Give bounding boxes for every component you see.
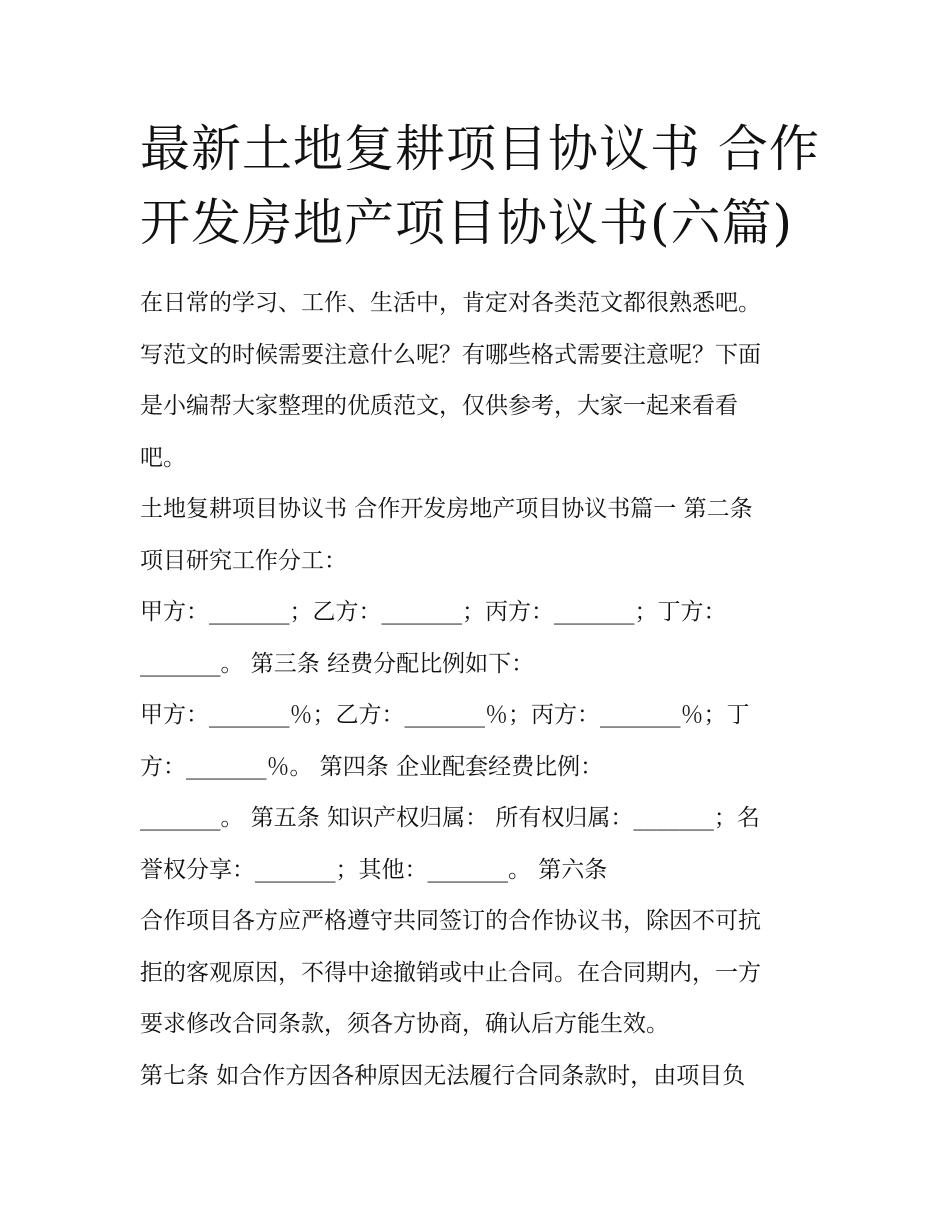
paragraph-funding-ratio — [140, 690, 820, 793]
text-line: 合作项目各方应严格遵守共同签订的合作协议书，除因不可抗 — [140, 908, 761, 934]
title-line: 最新土地复耕项目协议书 合作 — [140, 120, 820, 178]
document-body — [140, 278, 820, 1102]
paragraph-intro — [140, 278, 820, 484]
text-line: 吧。 — [140, 444, 186, 471]
text-line: 第七条 如合作方因各种原因无法履行合同条款时，由项目负 — [140, 1062, 746, 1089]
text-line: 拒的客观原因，不得中途撤销或中止合同。在合同期内，一方 — [140, 959, 761, 986]
document-title — [140, 112, 820, 260]
paragraph-article-2 — [140, 484, 820, 587]
title-line: 开发房地产项目协议书(六篇) — [140, 194, 794, 252]
text-line: 是小编帮大家整理的优质范文，仅供参考，大家一起来看看 — [140, 393, 738, 419]
text-line: _______。 第五条 知识产权归属： 所有权归属：_______；名 — [140, 805, 760, 831]
text-line: 甲方：_______％；乙方：_______％；丙方：_______％；丁 — [140, 702, 750, 728]
paragraph-division-fields — [140, 587, 820, 690]
text-line: 甲方：_______；乙方：_______；丙方：_______；丁方： — [140, 599, 727, 625]
text-line: 要求修改合同条款，须各方协商，确认后方能生效。 — [140, 1011, 669, 1037]
paragraph-article-7 — [140, 1051, 820, 1103]
paragraph-article-6 — [140, 896, 820, 1051]
text-line: 写范文的时候需要注意什么呢？有哪些格式需要注意呢？下面 — [140, 341, 761, 368]
text-line: 土地复耕项目协议书 合作开发房地产项目协议书篇一 第二条 — [140, 496, 753, 522]
text-line: 誉权分享：_______；其他：_______。 第六条 — [140, 856, 608, 883]
text-line: _______。 第三条 经费分配比例如下： — [140, 650, 535, 677]
paragraph-ip-ownership — [140, 793, 820, 896]
text-line: 方：_______％。 第四条 企业配套经费比例： — [140, 753, 604, 780]
text-line: 项目研究工作分工： — [140, 547, 347, 574]
text-line: 在日常的学习、工作、生活中，肯定对各类范文都很熟悉吧。 — [140, 290, 761, 316]
